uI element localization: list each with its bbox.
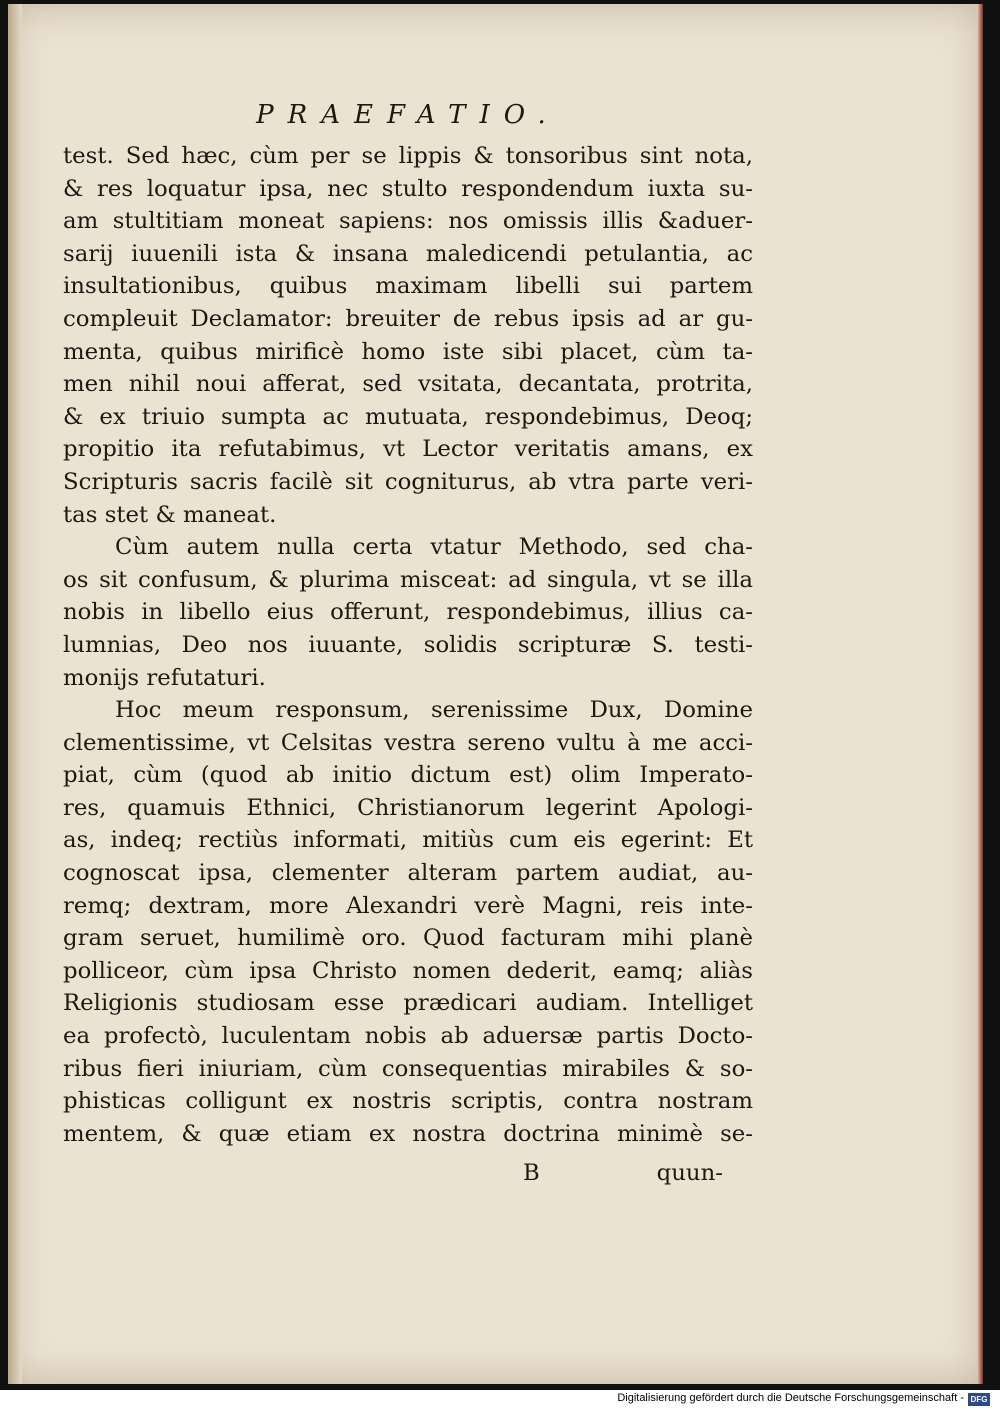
text-line: polliceor, cùm ipsa Christo nomen dederit, eamq; aliàs (63, 957, 753, 984)
funding-credit: Digitalisierung gefördert durch die Deutsche Forschungsgemeinschaft - (617, 1392, 964, 1404)
running-head: PRAEFATIO. (256, 100, 560, 130)
text-line: sarij iuuenili ista & insana maledicendi petulantia, ac (63, 240, 753, 267)
text-line: gram seruet, humilimè oro. Quod facturam mihi planè (63, 925, 753, 952)
catchword: quun- (656, 1160, 723, 1186)
text-line: & ex triuio sumpta ac mutuata, respondebimus, Deoq; (63, 403, 753, 430)
text-line: menta, quibus mirificè homo iste sibi placet, cùm ta- (63, 338, 753, 365)
text-line: nobis in libello eius offerunt, respondebimus, illius ca- (63, 599, 753, 626)
text-line: mentem, & quæ etiam ex nostra doctrina minimè se- (63, 1120, 753, 1147)
page-gutter (8, 4, 22, 1384)
text-line: & res loquatur ipsa, nec stulto respondendum iuxta su- (63, 175, 753, 202)
text-line: Scripturis sacris facilè sit cogniturus, ab vtra parte veri- (63, 468, 753, 495)
text-line: test. Sed hæc, cùm per se lippis & tonsoribus sint nota, (63, 143, 753, 169)
signature-mark: B (523, 1160, 540, 1186)
text-line: am stultitiam moneat sapiens: nos omissis illis &aduer- (63, 208, 753, 235)
text-line: res, quamuis Ethnici, Christianorum legerint Apologi- (63, 794, 753, 821)
text-line: tas stet & maneat. (63, 501, 277, 528)
text-line: os sit confusum, & plurima misceat: ad singula, vt se illa (63, 566, 753, 593)
text-line: insultationibus, quibus maximam libelli sui partem (63, 273, 753, 300)
text-line: monijs refutaturi. (63, 664, 266, 691)
text-line: lumnias, Deo nos iuuante, solidis scripturæ S. testi- (63, 631, 753, 658)
text-line: ea profectò, luculentam nobis ab aduersæ partis Docto- (63, 1023, 753, 1050)
page-edge-right (977, 4, 983, 1384)
footer-bar (0, 1390, 1000, 1410)
text-line: ribus fieri iniuriam, cùm consequentias mirabiles & so- (63, 1055, 753, 1082)
text-line: cognoscat ipsa, clementer alteram partem audiat, au- (63, 860, 753, 887)
text-line: remq; dextram, more Alexandri verè Magni, reis inte- (63, 892, 753, 919)
text-line: men nihil noui afferat, sed vsitata, decantata, protrita, (63, 371, 753, 398)
text-line: compleuit Declamator: breuiter de rebus ipsis ad ar gu- (63, 305, 753, 332)
book-page (8, 4, 983, 1384)
paragraph-start-line: Cùm autem nulla certa vtatur Methodo, sed cha- (115, 534, 753, 561)
text-line: piat, cùm (quod ab initio dictum est) olim Imperato- (63, 762, 753, 789)
paragraph-start-line: Hoc meum responsum, serenissime Dux, Domine (115, 697, 753, 724)
text-line: phisticas colligunt ex nostris scriptis, contra nostram (63, 1088, 753, 1115)
body-text (63, 140, 753, 1150)
text-line: as, indeq; rectiùs informati, mitiùs cum eis egerint: Et (63, 827, 753, 854)
text-line: clementissime, vt Celsitas vestra sereno vultu à me acci- (63, 729, 753, 756)
text-line: Religionis studiosam esse prædicari audiam. Intelliget (63, 990, 753, 1017)
dfg-logo-icon: DFG (968, 1393, 990, 1406)
text-line: propitio ita refutabimus, vt Lector veritatis amans, ex (63, 436, 753, 463)
